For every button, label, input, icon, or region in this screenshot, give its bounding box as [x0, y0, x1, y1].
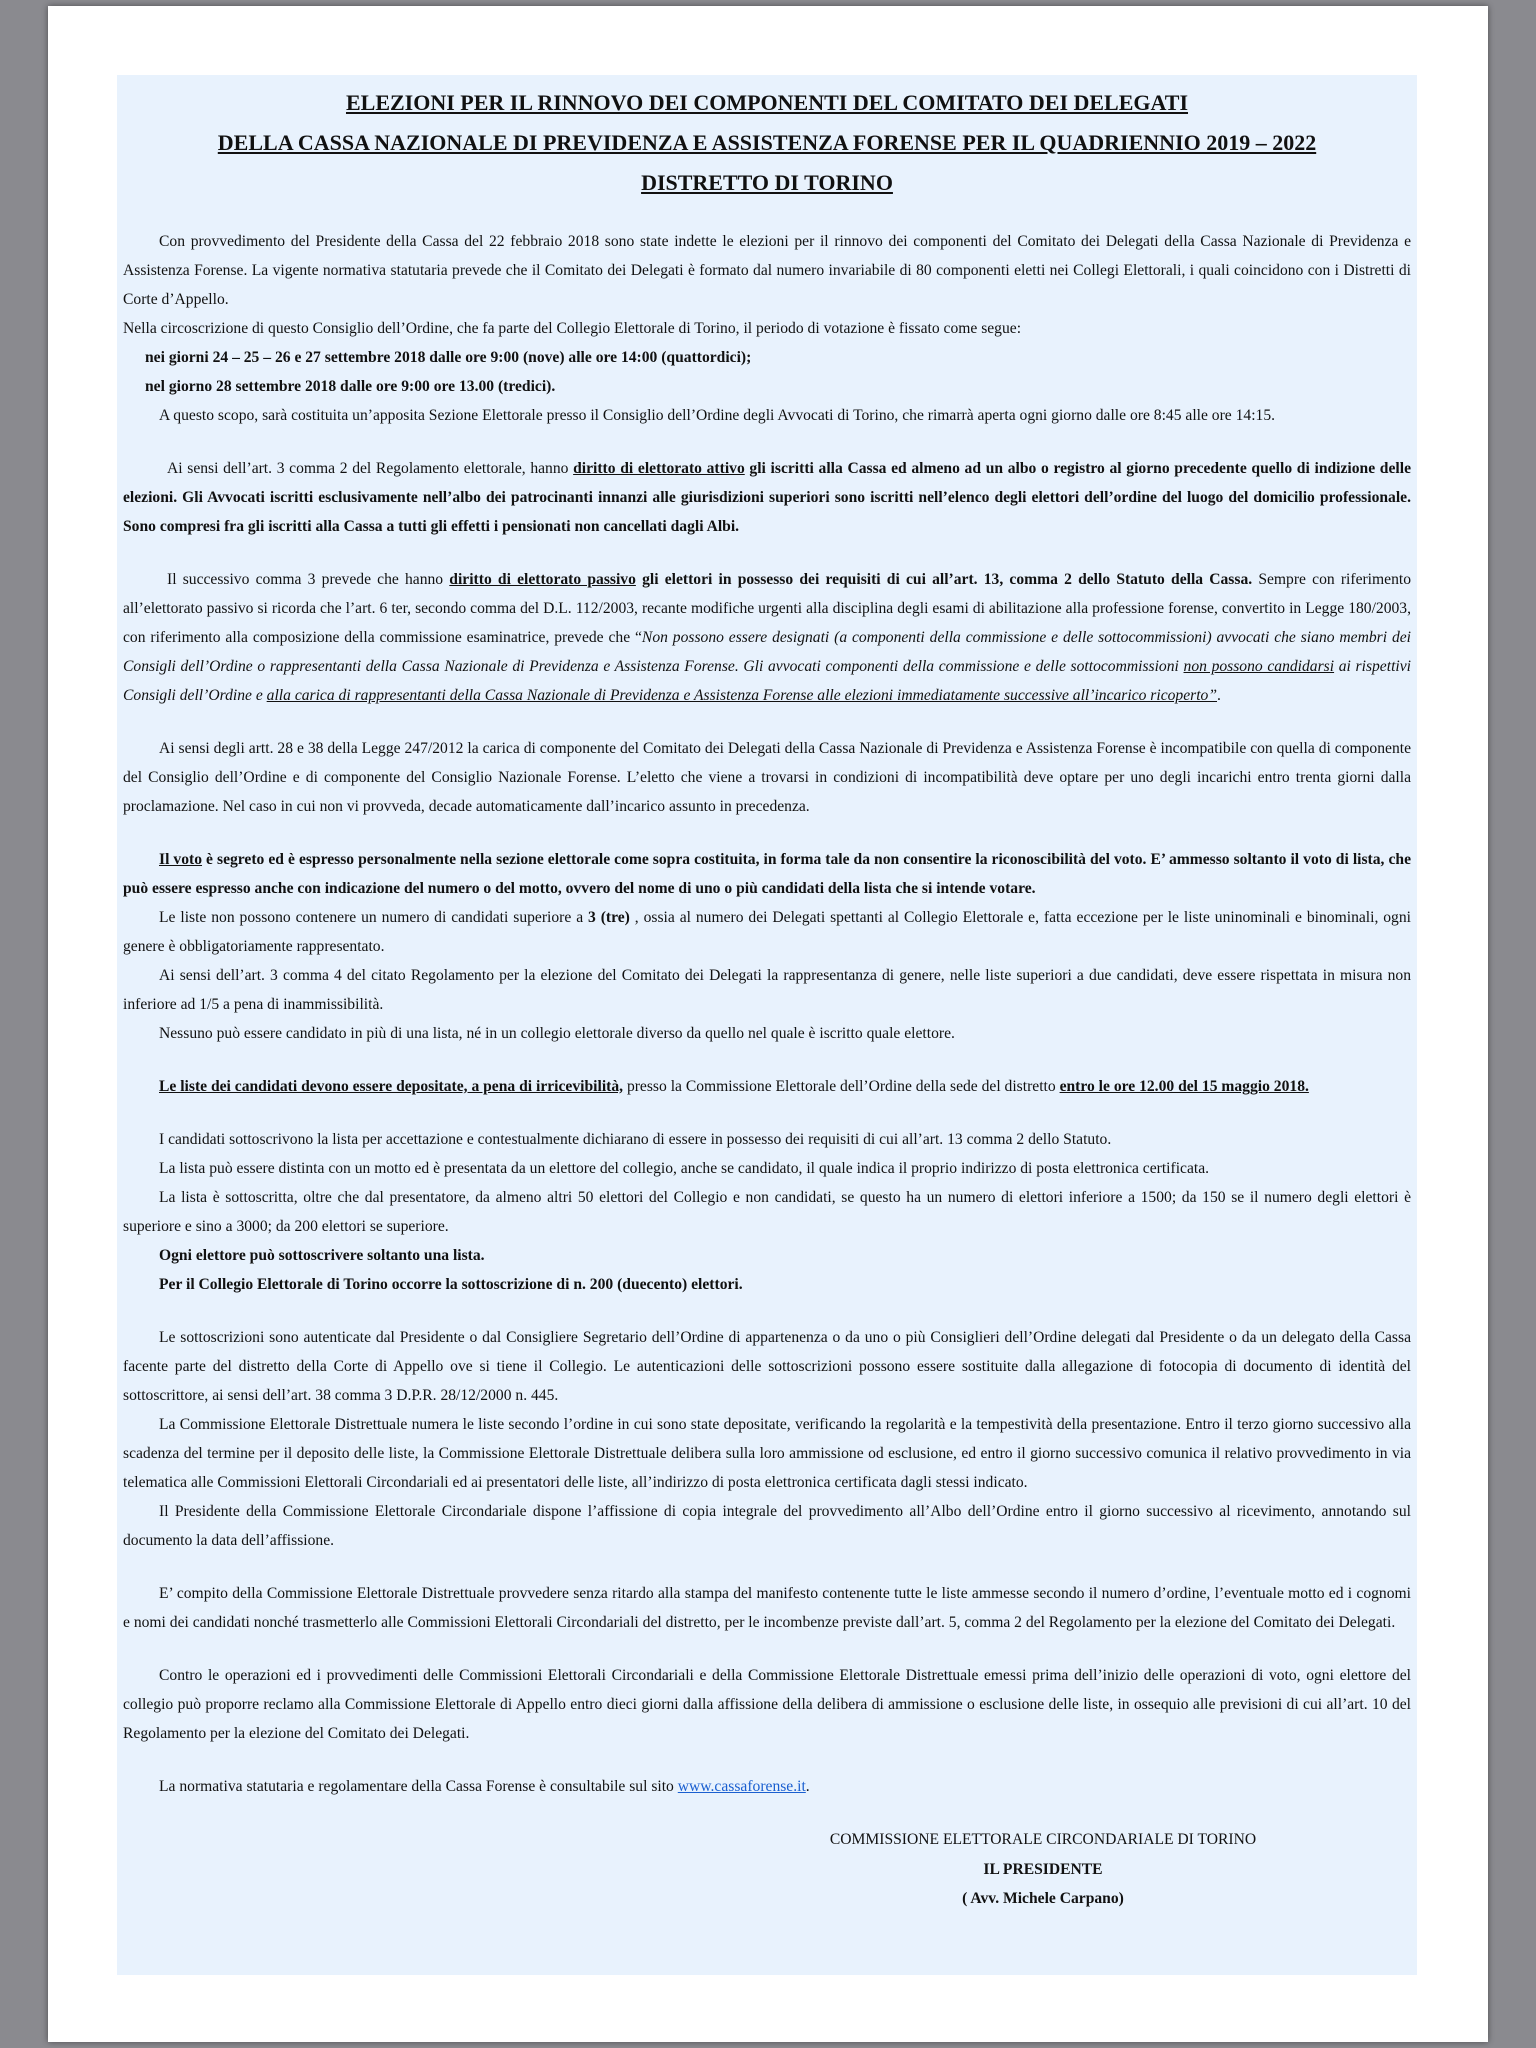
title-line-1: ELEZIONI PER IL RINNOVO DEI COMPONENTI DEL COMITATO DEI DELEGATI: [345, 90, 1189, 115]
paragraph-reclamo: Contro le operazioni ed i provvedimenti delle Commissioni Elettorali Circondariali e della Commissione Elettorale Distrettuale emessi prima dell’inizio delle operazioni di voto, ogni elettore del collegio può proporre reclamo alla Commissione Elettorale di Appello entro dieci giorni dalla affissione della delibera di ammissione o esclusione delle liste, in ossequio alle previsioni di cui all’art. 10 del Regolamento per la elezione del Comitato dei Delegati.: [123, 1667, 1411, 1742]
title-line-2: DELLA CASSA NAZIONALE DI PREVIDENZA E ASSISTENZA FORENSE PER IL QUADRIENNIO 2019 – 2022: [217, 130, 1317, 155]
paragraph-una-lista: Ogni elettore può sottoscrivere soltanto una lista.: [159, 1247, 485, 1264]
paragraph-incompatibilita: Ai sensi degli artt. 28 e 38 della Legge 247/2012 la carica di componente del Comitato dei Delegati della Cassa Nazionale di Previdenza e Assistenza Forense è incompatibile con quella di componente del Consiglio dell’Ordine e di componente del Consiglio Nazionale Forense. L’eletto che viene a trovarsi in condizioni di incompatibilità deve optare per uno degli incarichi entro trenta giorni dalla proclamazione. Nel caso in cui non vi provveda, decade automaticamente dall’incarico assunto in precedenza.: [123, 740, 1411, 815]
paragraph-autenticazione: Le sottoscrizioni sono autenticate dal Presidente o dal Consigliere Segretario dell’Ordine di appartenenza o da uno o più Consiglieri dell’Ordine delegati dal Presidente o da un delegato della Cassa facente parte del distretto della Corte di Appello ove si tiene il Collegio. Le autenticazioni delle sottoscrizioni possono essere sostituite dalla allegazione di fotocopia di documento di identità del sottoscrittore, ai sensi dell’art. 38 comma 3 D.P.R. 28/12/2000 n. 445.: [123, 1329, 1411, 1404]
paragraph-torino-sottoscrizioni: Per il Collegio Elettorale di Torino occorre la sottoscrizione di n. 200 (duecento) elettori.: [159, 1276, 743, 1293]
paragraph-sottoscrizione-candidati: I candidati sottoscrivono la lista per accettazione e contestualmente dichiarano di essere in possesso dei requisiti di cui all’art. 13 comma 2 dello Statuto.: [159, 1131, 1112, 1148]
paragraph-affissione: Il Presidente della Commissione Elettorale Circondariale dispone l’affissione di copia integrale del provvedimento all’Albo dell’Ordine entro il giorno successivo al ricevimento, annotando sul documento la data dell’affissione.: [123, 1503, 1411, 1549]
document-body: [117, 75, 1417, 1975]
paragraph-deposito-liste: Le liste dei candidati devono essere depositate, a pena di irricevibilità, presso la Commissione Elettorale dell’Ordine della sede del distretto entro le ore 12.00 del 15 maggio 2018.: [159, 1078, 1309, 1095]
paragraph-commissione-distrettuale: La Commissione Elettorale Distrettuale numera le liste secondo l’ordine in cui sono state depositate, verificando la regolarità e la tempestività della presentazione. Entro il terzo giorno successivo alla scadenza del termine per il deposito delle liste, la Commissione Elettorale Distrettuale delibera sulla loro ammissione od esclusione, ed entro il giorno successivo comunica il relativo provvedimento in via telematica alle Commissioni Elettorali Circondariali ed ai presentatori delle liste, all’indirizzo di posta elettronica certificata dagli stessi indicato.: [123, 1416, 1411, 1491]
paragraph-elettorato-passivo: Il successivo comma 3 prevede che hanno diritto di elettorato passivo gli elettori in possesso dei requisiti di cui all’art. 13, comma 2 dello Statuto della Cassa. Sempre con riferimento all’elettorato passivo si ricorda che l’art. 6 ter, secondo comma del D.L. 112/2003, recante modifiche urgenti alla disciplina degli esami di abilitazione alla professione forense, convertito in Legge 180/2003, con riferimento alla composizione della commissione esaminatrice, prevede che “Non possono essere designati (a componenti della commissione e delle sottocommissioni) avvocati che siano membri dei Consigli dell’Ordine o rappresentanti della Cassa Nazionale di Previdenza e Assistenza Forense. Gli avvocati componenti della commissione e delle sottocommissioni non possono candidarsi ai rispettivi Consigli dell’Ordine e alla carica di rappresentanti della Cassa Nazionale di Previdenza e Assistenza Forense alle elezioni immediatamente successive all’incarico ricoperto”.: [123, 571, 1411, 704]
paragraph-voto: Il voto è segreto ed è espresso personalmente nella sezione elettorale come sopra costituita, in forma tale da non consentire la riconoscibilità del voto. E’ ammesso soltanto il voto di lista, che può essere espresso anche con indicazione del numero o del motto, ovvero del nome di uno o più candidati della lista che si intende votare.: [123, 851, 1411, 897]
signature-commission: COMMISSIONE ELETTORALE CIRCONDARIALE DI TORINO: [829, 1831, 1257, 1848]
paragraph-sito: La normativa statutaria e regolamentare della Cassa Forense è consultabile sul sito www.cassaforense.it.: [159, 1778, 810, 1795]
paragraph-rappresentanza-genere: Ai sensi dell’art. 3 comma 4 del citato Regolamento per la elezione del Comitato dei Delegati la rappresentanza di genere, nelle liste superiori a due candidati, deve essere rispettata in misura non inferiore ad 1/5 a pena di inammissibilità.: [123, 967, 1411, 1013]
paragraph-candidatura-unica: Nessuno può essere candidato in più di una lista, né in un collegio elettorale diverso da quello nel quale è iscritto quale elettore.: [159, 1025, 955, 1042]
signature-role: IL PRESIDENTE: [983, 1860, 1103, 1878]
paragraph-elettorato-attivo: Ai sensi dell’art. 3 comma 2 del Regolamento elettorale, hanno diritto di elettorato attivo gli iscritti alla Cassa ed almeno ad un albo o registro al giorno precedente quello di indizione delle elezioni. Gli Avvocati iscritti esclusivamente nell’albo dei patrocinanti innanzi alle giurisdizioni superiori sono iscritti nell’elenco degli elettori dell’ordine del luogo del domicilio professionale. Sono compresi fra gli iscritti alla Cassa a tutti gli effetti i pensionati non cancellati dagli Albi.: [123, 460, 1411, 535]
paragraph-liste-candidati: Le liste non possono contenere un numero di candidati superiore a 3 (tre) , ossia al numero dei Delegati spettanti al Collegio Elettorale e, fatta eccezione per le liste uninominali e binominali, ogni genere è obbligatoriamente rappresentato.: [123, 909, 1411, 955]
paragraph-sottoscrittori: La lista è sottoscritta, oltre che dal presentatore, da almeno altri 50 elettori del Collegio e non candidati, se questo ha un numero di elettori inferiore a 1500; da 150 se il numero degli elettori è superiore e sino a 3000; da 200 elettori se superiore.: [123, 1189, 1411, 1235]
paragraph-circoscrizione: Nella circoscrizione di questo Consiglio dell’Ordine, che fa parte del Collegio Elettorale di Torino, il periodo di votazione è fissato come segue:: [123, 320, 1022, 337]
document-page: [48, 6, 1488, 2042]
paragraph-manifesto: E’ compito della Commissione Elettorale Distrettuale provvedere senza ritardo alla stampa del manifesto contenente tutte le liste ammesse secondo il numero d’ordine, l’eventuale motto ed i cognomi e nomi dei candidati nonché trasmetterlo alle Commissioni Elettorali Circondariali del distretto, per le incombenze previste dall’art. 5, comma 2 del Regolamento per la elezione del Comitato dei Delegati.: [123, 1585, 1411, 1631]
paragraph-sezione-elettorale: A questo scopo, sarà costituita un’apposita Sezione Elettorale presso il Consiglio dell’Ordine degli Avvocati di Torino, che rimarrà aperta ogni giorno dalle ore 8:45 alle ore 14:15.: [159, 407, 1276, 424]
voting-dates-1: nei giorni 24 – 25 – 26 e 27 settembre 2018 dalle ore 9:00 (nove) alle ore 14:00 (quattordici);: [145, 349, 752, 366]
title-line-3: DISTRETTO DI TORINO: [641, 170, 893, 195]
signature-name: ( Avv. Michele Carpano): [962, 1890, 1124, 1907]
paragraph-indizione: Con provvedimento del Presidente della Cassa del 22 febbraio 2018 sono state indette le elezioni per il rinnovo dei componenti del Comitato dei Delegati della Cassa Nazionale di Previdenza e Assistenza Forense. La vigente normativa statutaria prevede che il Comitato dei Delegati è formato dal numero invariabile di 80 componenti eletti nei Collegi Elettorali, i quali coincidono con i Distretti di Corte d’Appello.: [123, 233, 1411, 308]
voting-dates-2: nel giorno 28 settembre 2018 dalle ore 9:00 ore 13.00 (tredici).: [145, 378, 556, 395]
cassaforense-link[interactable]: www.cassaforense.it: [677, 1778, 806, 1795]
paragraph-motto-lista: La lista può essere distinta con un motto ed è presentata da un elettore del collegio, anche se candidato, il quale indica il proprio indirizzo di posta elettronica certificata.: [159, 1160, 1210, 1177]
